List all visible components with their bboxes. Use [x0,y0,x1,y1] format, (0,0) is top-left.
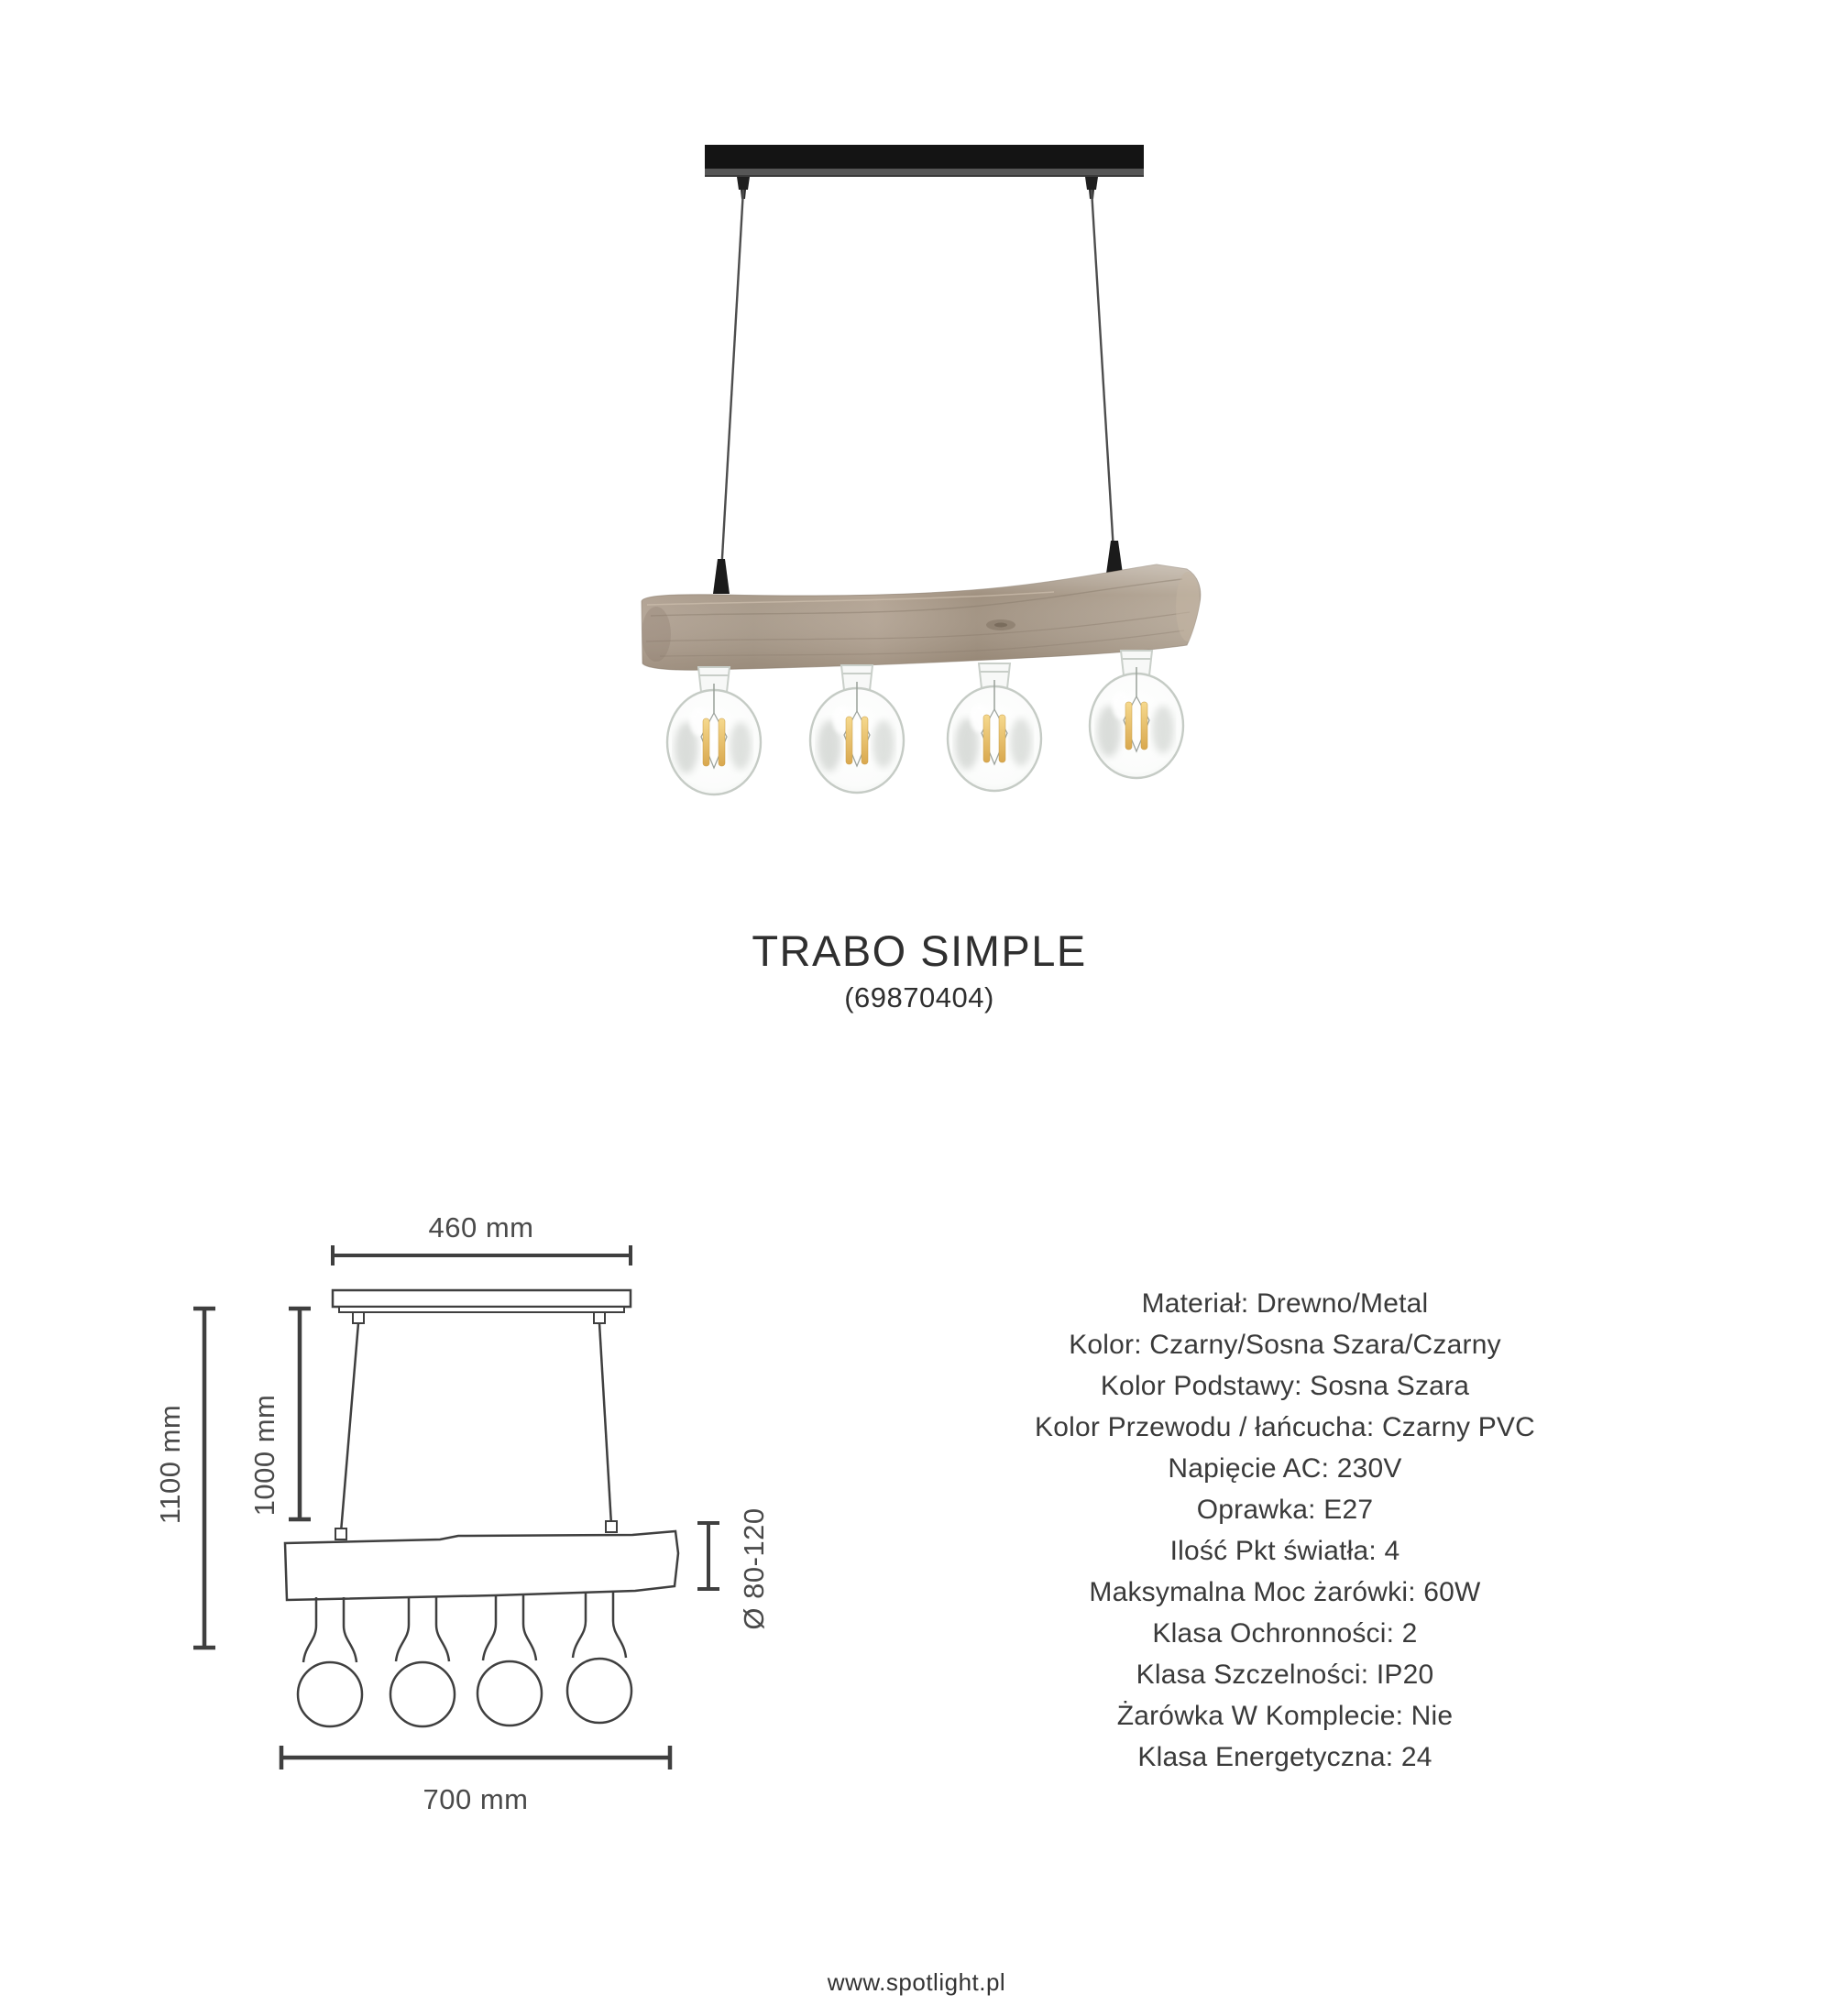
label-canopy-width: 460 mm [428,1211,534,1244]
dim-canopy-width [333,1245,631,1265]
spec-line-socket: Oprawka: E27 [1196,1495,1374,1525]
spec-line-voltage: Napięcie AC: 230V [1168,1453,1402,1484]
diagram-beam [285,1531,678,1600]
filament [983,715,990,762]
diagram-cable-left [341,1323,358,1532]
beam-grip-left [713,559,730,594]
spec-line-bulb-included: Żarówka W Komplecie: Nie [1116,1701,1454,1731]
website-url: www.spotlight.pl [827,1968,1006,1996]
spec-line-energy-class: Klasa Energetyczna: 24 [1137,1742,1432,1772]
filament [719,718,725,766]
bulb [948,663,1041,791]
dim-beam-diameter [697,1523,719,1589]
label-cable-length: 1000 mm [248,1394,280,1517]
canopy-connector-left [737,177,750,190]
canopy-bar [705,145,1144,177]
dim-beam-length [281,1746,670,1769]
beam-grip-right [1106,541,1123,574]
spec-line-ip-class: Klasa Szczelności: IP20 [1136,1660,1434,1690]
bulb [810,665,904,793]
filament [1125,702,1132,750]
diagram-canopy [333,1290,631,1323]
spec-line-protection-class: Klasa Ochronności: 2 [1152,1618,1418,1649]
spec-line-max-power: Maksymalna Moc żarówki: 60W [1089,1577,1481,1607]
label-beam-diameter: Ø 80-120 [738,1507,770,1630]
spec-line-color: Kolor: Czarny/Sosna Szara/Czarny [1069,1330,1501,1360]
canopy-top [705,145,1144,169]
filament [846,717,852,764]
product-photo [637,145,1205,794]
diagram-cable-right [599,1323,611,1525]
bulb [667,667,761,794]
filament [862,717,868,764]
product-code: (69870404) [844,981,994,1013]
diagram-grip-left [335,1528,346,1539]
canopy-connector-right [1085,177,1098,190]
diagram-bulbs [298,1593,631,1726]
cable-left [721,190,743,574]
label-beam-length: 700 mm [423,1783,529,1815]
product-title: TRABO SIMPLE [752,926,1087,975]
dim-cable-length [289,1309,311,1519]
filament [999,715,1005,762]
filament [703,718,709,766]
cable-right [1092,190,1114,566]
filament [1141,702,1147,750]
bulb [1090,651,1183,778]
spec-line-cord-color: Kolor Przewodu / łańcucha: Czarny PVC [1035,1412,1535,1442]
label-total-height: 1100 mm [154,1404,186,1525]
dim-total-height [193,1309,215,1648]
spec-line-light-points: Ilość Pkt światła: 4 [1169,1536,1400,1566]
spec-line-base-color: Kolor Podstawy: Sosna Szara [1100,1371,1470,1401]
spec-line-material: Materiał: Drewno/Metal [1141,1288,1429,1319]
spec-list [1035,1283,1535,1778]
canopy-lip-shadow [705,175,1144,177]
canopy-lip [705,169,1144,176]
diagram-grip-right [606,1521,617,1532]
